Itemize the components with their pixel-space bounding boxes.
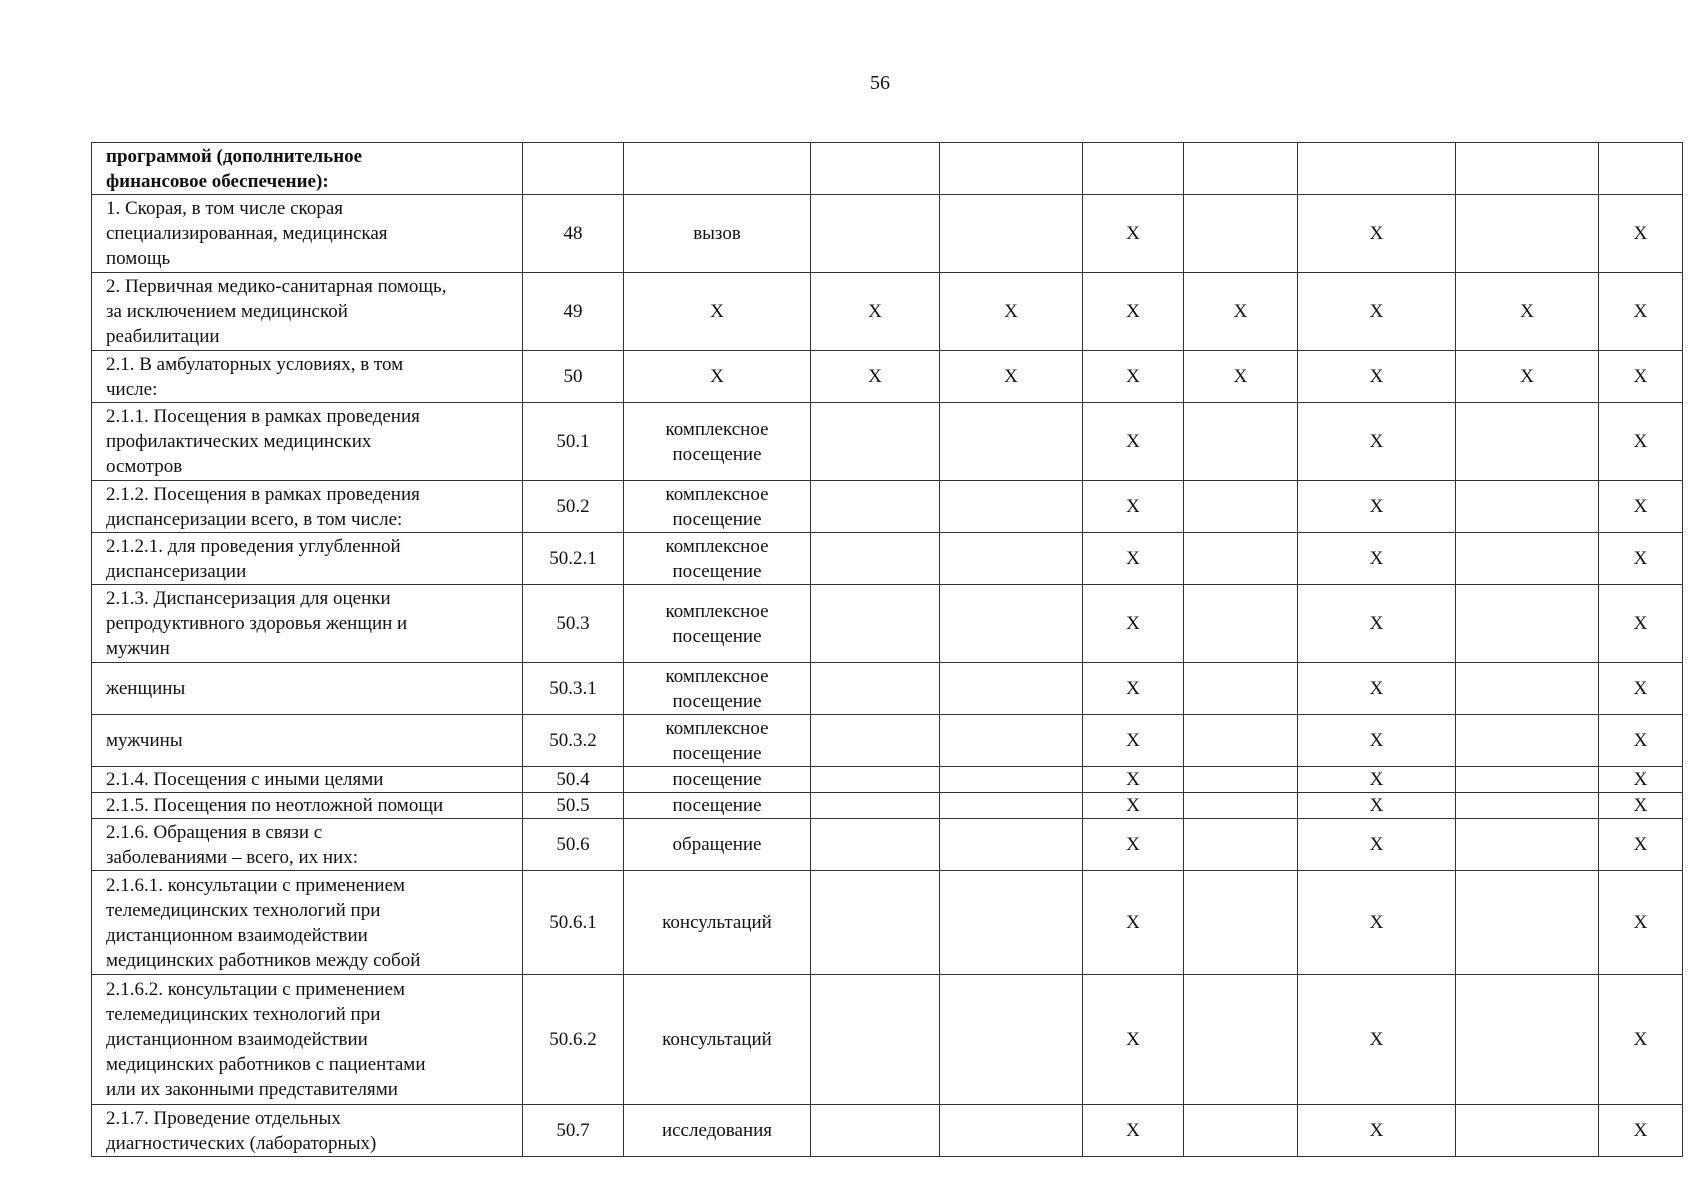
row-value-cell [1184,767,1298,793]
row-value-cell [940,975,1083,1105]
table-row [92,351,1683,403]
row-value-cell [940,767,1083,793]
row-value-cell [1456,663,1599,715]
row-code-cell: 50.3.1 [523,663,624,715]
row-value-cell: X [1599,793,1683,819]
row-value-cell: X [1599,663,1683,715]
row-value-cell [811,481,940,533]
row-value-cell: X [1184,351,1298,403]
row-unit-cell: посещение [624,767,811,793]
row-name-cell: женщины [92,663,523,715]
table-row [92,195,1683,273]
row-value-cell [811,403,940,481]
row-unit-cell: комплексное посещение [624,533,811,585]
row-name-cell: 2. Первичная медико-санитарная помощь, за исключением медицинской реабилитации [92,273,523,351]
row-value-cell: X [811,351,940,403]
row-value-cell: X [1083,195,1184,273]
table-row [92,481,1683,533]
row-value-cell: X [1083,403,1184,481]
row-value-cell: X [940,273,1083,351]
row-value-cell: X [1298,715,1456,767]
row-code-cell: 50.6.2 [523,975,624,1105]
row-value-cell [811,1105,940,1157]
row-code-cell: 50.2 [523,481,624,533]
row-value-cell [940,871,1083,975]
row-value-cell: X [1083,767,1184,793]
table-row [92,767,1683,793]
row-value-cell [1184,663,1298,715]
row-value-cell [940,195,1083,273]
row-value-cell [811,793,940,819]
row-name-cell: 2.1.1. Посещения в рамках проведения профилактических медицинских осмотров [92,403,523,481]
row-unit-cell: X [624,351,811,403]
row-value-cell [1456,533,1599,585]
row-value-cell: X [1083,793,1184,819]
table-row [92,715,1683,767]
row-value-cell: X [1599,715,1683,767]
row-value-cell: X [1184,273,1298,351]
row-value-cell [1184,793,1298,819]
row-value-cell: X [1083,533,1184,585]
row-value-cell [1456,585,1599,663]
row-value-cell [940,1105,1083,1157]
row-value-cell: X [1083,585,1184,663]
row-value-cell: X [1298,871,1456,975]
row-value-cell [1456,195,1599,273]
row-unit-cell [624,143,811,195]
row-name-cell: 2.1.2.1. для проведения углубленной диспансеризации [92,533,523,585]
row-name-cell: 1. Скорая, в том числе скорая специализированная, медицинская помощь [92,195,523,273]
row-value-cell [811,871,940,975]
row-value-cell: X [1599,975,1683,1105]
row-value-cell: X [940,351,1083,403]
row-unit-cell: комплексное посещение [624,715,811,767]
row-value-cell [811,143,940,195]
row-value-cell [940,793,1083,819]
row-value-cell [940,143,1083,195]
row-value-cell: X [1298,403,1456,481]
row-value-cell: X [1298,819,1456,871]
row-value-cell: X [811,273,940,351]
row-unit-cell: обращение [624,819,811,871]
row-name-cell: программой (дополнительное финансовое обеспечение): [92,143,523,195]
row-code-cell: 50.4 [523,767,624,793]
row-value-cell: X [1298,767,1456,793]
row-value-cell: X [1599,273,1683,351]
row-value-cell: X [1298,533,1456,585]
row-value-cell: X [1298,481,1456,533]
row-value-cell [1184,481,1298,533]
row-code-cell: 50.2.1 [523,533,624,585]
row-value-cell: X [1298,585,1456,663]
row-code-cell: 50.6 [523,819,624,871]
row-value-cell [940,819,1083,871]
row-code-cell: 50.3.2 [523,715,624,767]
row-value-cell [1184,195,1298,273]
row-value-cell: X [1456,273,1599,351]
row-code-cell: 50.6.1 [523,871,624,975]
row-code-cell: 50.3 [523,585,624,663]
row-value-cell [1456,975,1599,1105]
row-name-cell: 2.1. В амбулаторных условиях, в том числе: [92,351,523,403]
row-code-cell: 50.5 [523,793,624,819]
row-unit-cell: консультаций [624,871,811,975]
row-value-cell [1456,819,1599,871]
table-body [92,143,1683,1157]
row-value-cell [1456,871,1599,975]
row-value-cell: X [1599,871,1683,975]
row-name-cell: мужчины [92,715,523,767]
row-value-cell [811,819,940,871]
row-unit-cell: исследования [624,1105,811,1157]
row-value-cell: X [1599,585,1683,663]
row-value-cell: X [1298,1105,1456,1157]
row-value-cell: X [1599,351,1683,403]
row-value-cell: X [1599,819,1683,871]
row-value-cell: X [1298,975,1456,1105]
row-unit-cell: X [624,273,811,351]
row-value-cell [1456,715,1599,767]
row-name-cell: 2.1.7. Проведение отдельных диагностических (лабораторных) [92,1105,523,1157]
row-unit-cell: консультаций [624,975,811,1105]
row-value-cell [940,585,1083,663]
row-unit-cell: комплексное посещение [624,585,811,663]
row-value-cell: X [1298,663,1456,715]
row-value-cell: X [1083,481,1184,533]
row-value-cell [940,481,1083,533]
row-value-cell [1456,767,1599,793]
row-value-cell [811,975,940,1105]
row-unit-cell: комплексное посещение [624,403,811,481]
row-value-cell: X [1083,975,1184,1105]
row-value-cell [1184,975,1298,1105]
row-value-cell: X [1083,1105,1184,1157]
row-unit-cell: комплексное посещение [624,663,811,715]
row-value-cell: X [1298,273,1456,351]
row-value-cell [1184,1105,1298,1157]
row-name-cell: 2.1.6.1. консультации с применением телемедицинских технологий при дистанционном взаимодействии медицинских работников между собой [92,871,523,975]
row-value-cell: X [1083,351,1184,403]
row-value-cell [811,585,940,663]
page-number: 56 [870,72,890,94]
row-code-cell: 50.7 [523,1105,624,1157]
row-value-cell: X [1599,767,1683,793]
row-value-cell [1184,715,1298,767]
row-value-cell: X [1298,195,1456,273]
row-value-cell: X [1599,403,1683,481]
data-table [91,142,1683,1157]
row-value-cell: X [1599,533,1683,585]
table-row [92,143,1683,195]
row-value-cell [1599,143,1683,195]
row-code-cell: 50 [523,351,624,403]
row-value-cell: X [1599,195,1683,273]
row-value-cell [1456,793,1599,819]
table-row [92,533,1683,585]
row-value-cell [811,715,940,767]
row-value-cell [811,533,940,585]
row-name-cell: 2.1.3. Диспансеризация для оценки репродуктивного здоровья женщин и мужчин [92,585,523,663]
row-value-cell [1184,143,1298,195]
row-name-cell: 2.1.2. Посещения в рамках проведения диспансеризации всего, в том числе: [92,481,523,533]
row-code-cell: 49 [523,273,624,351]
row-value-cell [1184,533,1298,585]
row-value-cell: X [1456,351,1599,403]
row-value-cell: X [1083,663,1184,715]
row-value-cell [1184,403,1298,481]
table-row [92,663,1683,715]
row-name-cell: 2.1.5. Посещения по неотложной помощи [92,793,523,819]
row-value-cell: X [1083,819,1184,871]
row-value-cell [1184,871,1298,975]
row-name-cell: 2.1.6.2. консультации с применением телемедицинских технологий при дистанционном взаимодействии медицинских работников с пациентами или их законными представителями [92,975,523,1105]
row-name-cell: 2.1.6. Обращения в связи с заболеваниями – всего, их них: [92,819,523,871]
table-row [92,273,1683,351]
row-code-cell [523,143,624,195]
row-value-cell [1083,143,1184,195]
row-value-cell [811,663,940,715]
row-value-cell [940,533,1083,585]
table-row [92,871,1683,975]
table-row [92,403,1683,481]
row-value-cell: X [1083,871,1184,975]
row-value-cell: X [1599,481,1683,533]
row-value-cell [1456,143,1599,195]
table-row [92,819,1683,871]
row-name-cell: 2.1.4. Посещения с иными целями [92,767,523,793]
row-value-cell [811,195,940,273]
row-value-cell [940,663,1083,715]
row-value-cell [1184,819,1298,871]
table-row [92,793,1683,819]
row-value-cell: X [1083,273,1184,351]
row-value-cell [811,767,940,793]
table-row [92,585,1683,663]
row-unit-cell: вызов [624,195,811,273]
row-value-cell: X [1298,351,1456,403]
row-value-cell [940,715,1083,767]
row-value-cell [940,403,1083,481]
row-value-cell: X [1298,793,1456,819]
row-value-cell: X [1083,715,1184,767]
row-value-cell [1298,143,1456,195]
row-unit-cell: комплексное посещение [624,481,811,533]
row-value-cell [1456,481,1599,533]
row-code-cell: 50.1 [523,403,624,481]
row-unit-cell: посещение [624,793,811,819]
row-code-cell: 48 [523,195,624,273]
row-value-cell [1184,585,1298,663]
row-value-cell: X [1599,1105,1683,1157]
row-value-cell [1456,403,1599,481]
table-row [92,975,1683,1105]
row-value-cell [1456,1105,1599,1157]
table-row [92,1105,1683,1157]
